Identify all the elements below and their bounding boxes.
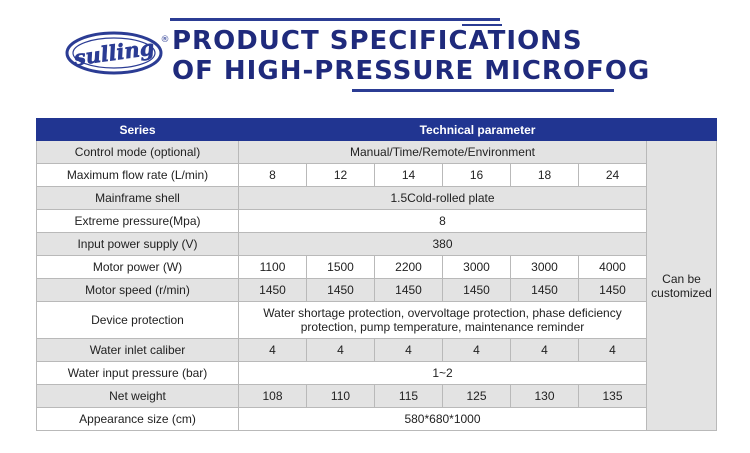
table-row [37,339,717,362]
row-label: Mainframe shell [37,187,239,210]
cell-value: 3000 [443,256,511,279]
cell-value: 110 [307,385,375,408]
cell-value: 580*680*1000 [239,408,647,431]
logo-text: sulling [72,34,156,71]
table-row [37,233,717,256]
title-rule-top [170,18,500,21]
cell-value: 3000 [511,256,579,279]
customizable-note-line-2: customized [651,285,712,300]
cell-value: 12 [307,164,375,187]
title-rule-bottom [352,89,614,92]
cell-value: 24 [579,164,647,187]
row-label: Motor speed (r/min) [37,279,239,302]
sulling-logo [64,28,170,76]
title-line-1: PRODUCT SPECIFICATIONS [172,26,583,56]
table-row [37,302,717,339]
cell-value: 4 [579,339,647,362]
cell-value: 4 [239,339,307,362]
table-row [37,141,717,164]
cell-value: 1450 [375,279,443,302]
cell-value: 1500 [307,256,375,279]
cell-value: 1450 [443,279,511,302]
customizable-note [647,141,717,431]
cell-value: 18 [511,164,579,187]
cell-value: 1100 [239,256,307,279]
row-label: Maximum flow rate (L/min) [37,164,239,187]
row-label: Net weight [37,385,239,408]
row-label: Input power supply (V) [37,233,239,256]
cell-value: 4000 [579,256,647,279]
cell-value: 115 [375,385,443,408]
row-label: Water input pressure (bar) [37,362,239,385]
row-label: Motor power (W) [37,256,239,279]
cell-value: 4 [307,339,375,362]
cell-value: 380 [239,233,647,256]
cell-value: 1450 [239,279,307,302]
cell-value: 8 [239,210,647,233]
table-row [37,362,717,385]
spec-table [36,118,717,431]
registered-mark: ® [160,35,170,45]
customizable-note-line-1: Can be [662,271,701,286]
cell-value: 1450 [307,279,375,302]
protection-line-2: protection, pump temperature, maintenance reminder [300,320,585,334]
cell-value: 1.5Cold-rolled plate [239,187,647,210]
row-label: Control mode (optional) [37,141,239,164]
protection-line-1: Water shortage protection, overvoltage protection, phase deficiency [263,306,622,320]
table-row [37,256,717,279]
cell-value: 130 [511,385,579,408]
page-header [0,0,750,110]
row-label: Water inlet caliber [37,339,239,362]
cell-value: 2200 [375,256,443,279]
cell-value: 8 [239,164,307,187]
cell-value: 4 [375,339,443,362]
table-row [37,164,717,187]
cell-value [239,302,647,339]
table-row [37,279,717,302]
cell-value: 4 [511,339,579,362]
cell-value: Manual/Time/Remote/Environment [239,141,647,164]
row-label: Extreme pressure(Mpa) [37,210,239,233]
cell-value: 4 [443,339,511,362]
table-row [37,385,717,408]
row-label: Device protection [37,302,239,339]
cell-value: 125 [443,385,511,408]
title-line-2: OF HIGH-PRESSURE MICROFOG [172,56,651,86]
cell-value: 14 [375,164,443,187]
table-row [37,187,717,210]
header-series: Series [37,119,239,141]
cell-value: 1450 [579,279,647,302]
table-header-row [37,119,717,141]
cell-value: 16 [443,164,511,187]
cell-value: 1~2 [239,362,647,385]
header-technical-parameter: Technical parameter [239,119,717,141]
table-row [37,210,717,233]
cell-value: 108 [239,385,307,408]
cell-value: 1450 [511,279,579,302]
cell-value: 135 [579,385,647,408]
table-row [37,408,717,431]
row-label: Appearance size (cm) [37,408,239,431]
